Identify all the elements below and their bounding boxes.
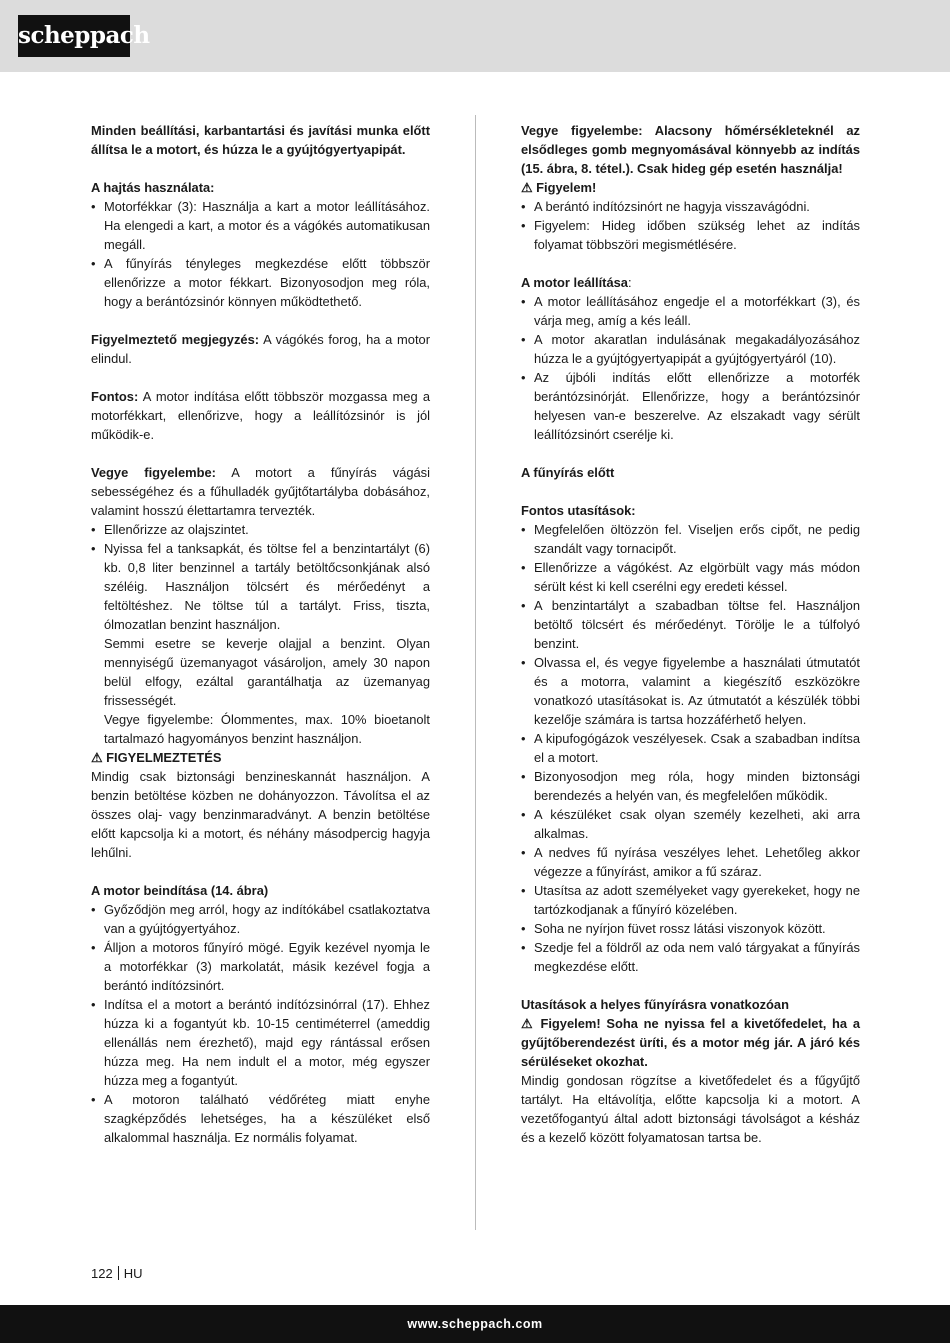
- warning-note-block: [91, 330, 430, 368]
- list-item: • A kipufogógázok veszélyesek. Csak a szabadban indítsa el a motort.: [521, 729, 860, 767]
- before-mowing-title: A fűnyírás előtt: [521, 465, 615, 480]
- stop-section: [521, 273, 860, 444]
- stop-title-colon: :: [627, 275, 632, 290]
- warning-note-text: A vágókés forog, ha a motor elindul.: [91, 332, 430, 366]
- note-continuation: Vegye figyelembe: Ólommentes, max. 10% bioetanolt tartalmazó hagyományos benzint használjon.: [104, 712, 430, 746]
- drive-section: [91, 178, 430, 311]
- important-block: [91, 387, 430, 444]
- instructions-list: [521, 520, 860, 976]
- list-item: • A készüléket csak olyan személy kezelheti, aki arra alkalmas.: [521, 805, 860, 843]
- intro-block: [91, 121, 430, 159]
- list-item: • Soha ne nyírjon füvet rossz látási viszonyok között.: [521, 919, 860, 938]
- list-item: • A motor leállításához engedje el a motorfékkart (3), és várja meg, amíg a kés leáll.: [521, 292, 860, 330]
- page-number-value: 122: [91, 1266, 113, 1281]
- brand-logo: scheppach: [18, 15, 130, 57]
- mowing-warning: ⚠ Figyelem! Soha ne nyissa fel a kivetőfedelet, ha a gyűjtőberendezést üríti, és a motor még jár. A járó kés sérüléseket okozhat.: [521, 1016, 860, 1069]
- note-section: [91, 463, 430, 862]
- list-item: • Álljon a motoros fűnyíró mögé. Egyik kezével nyomja le a motorfékkar (3) markolatát, másik kezével fogja a berántó indítózsinórt.: [91, 938, 430, 995]
- list-item: • Az újbóli indítás előtt ellenőrizze a motorfék berántózsinórját. Ellenőrizze, hogy a berántózsinór helyesen van-e beszerelve. Az elszakadt vagy sérült leállítózsinórt cserélje ki.: [521, 368, 860, 444]
- before-mowing-block: [521, 463, 860, 482]
- cold-start-list: [521, 197, 860, 254]
- mowing-text: Mindig gondosan rögzítse a kivetőfedelet és a fűgyűjtő tartályt. Ha eltávolítja, előtte kapcsolja ki a motort. A vezetőfogantyú által adott biztonsági távolságot a késház és a kezelő között folyamatosan tartsa be.: [521, 1073, 860, 1145]
- instructions-section: [521, 501, 860, 976]
- list-item: • Motorfékkar (3): Használja a kart a motor leállításához. Ha elengedi a kart, a motor és a vágókés automatikusan megáll.: [91, 197, 430, 254]
- list-item: • A fűnyírás tényleges megkezdése előtt többször ellenőrizze a motor fékkart. Bizonyosodjon meg róla, hogy a berántózsinór könnyen működtethető.: [91, 254, 430, 311]
- start-title: A motor beindítása (14. ábra): [91, 883, 269, 898]
- mowing-section: [521, 995, 860, 1147]
- list-item: • A berántó indítózsinórt ne hagyja visszavágódni.: [521, 197, 860, 216]
- list-item: • A motoron található védőréteg miatt enyhe szagképződés lehetséges, ha a készüléket első alkalommal használja. Ez normális folyamat.: [91, 1090, 430, 1147]
- list-item: • Olvassa el, és vegye figyelembe a használati útmutatót és a motorra, valamint a kiegészítő eszközökre vonatkozó utasításokat is. Az útmutatót a készülék többi kezelője számára is tartsa hozzáférhető helyen.: [521, 653, 860, 729]
- attention-label: ⚠ Figyelem!: [521, 180, 597, 195]
- mowing-title: Utasítások a helyes fűnyírásra vonatkozóan: [521, 997, 789, 1012]
- page-footer: [0, 1305, 950, 1343]
- important-label: Fontos:: [91, 389, 139, 404]
- fuel-warning-title: ⚠ FIGYELMEZTETÉS: [91, 750, 222, 765]
- note-label: Vegye figyelembe:: [91, 465, 216, 480]
- important-text: A motor indítása előtt többször mozgassa meg a motorfékkart, ellenőrizve, hogy a leállítózsinór is jól működik-e.: [91, 389, 430, 442]
- intro-text: Minden beállítási, karbantartási és javítási munka előtt állítsa le a motort, és húzza le a gyújtógyertyapipát.: [91, 123, 430, 157]
- list-item: • Győződjön meg arról, hogy az indítókábel csatlakoztatva van a gyújtógyertyához.: [91, 900, 430, 938]
- stop-title: A motor leállítása: [521, 275, 628, 290]
- list-item: • Szedje fel a földről az oda nem való tárgyakat a fűnyírás megkezdése előtt.: [521, 938, 860, 976]
- start-section: [91, 881, 430, 1147]
- list-item: • Ellenőrizze a vágókést. Az elgörbült vagy más módon sérült kést ki kell cserélni egy eredeti késsel.: [521, 558, 860, 596]
- list-item: • Figyelem: Hideg időben szükség lehet az indítás folyamat többszöri megismétlésére.: [521, 216, 860, 254]
- instructions-title: Fontos utasítások:: [521, 503, 636, 518]
- note-list: [91, 520, 430, 634]
- list-item: • Indítsa el a motort a berántó indítózsinórral (17). Ehhez húzza ki a fogantyút kb. 10-15 centiméterrel (ameddig ellenállás nem érezhető), majd egy rántással erősen húzza meg. Ha nem indult el a motor, még egyszer húzza meg a fogantyút.: [91, 995, 430, 1090]
- list-item: • Megfelelően öltözzön fel. Viseljen erős cipőt, ne pedig szandált vagy tornacipőt.: [521, 520, 860, 558]
- list-item: • A motor akaratlan indulásának megakadályozásához húzza le a gyújtógyertyapipát a gyújtógyertyáról (10).: [521, 330, 860, 368]
- cold-start-section: [521, 121, 860, 254]
- column-divider: [475, 115, 476, 1230]
- list-item: • Utasítsa az adott személyeket vagy gyerekeket, hogy ne tartózkodjanak a fűnyíró közelében.: [521, 881, 860, 919]
- drive-title: A hajtás használata:: [91, 180, 215, 195]
- cold-start-text: Vegye figyelembe: Alacsony hőmérsékleteknél az elsődleges gomb megnyomásával könnyebb az indítás (15. ábra, 8. tétel.). Csak hideg gép esetén használja!: [521, 123, 860, 176]
- note-continuation: Semmi esetre se keverje olajjal a benzint. Olyan mennyiségű üzemanyagot vásároljon, amely 30 napon belül elfogy, ezáltal garantálhatja az üzemanyag frissességét.: [104, 636, 430, 708]
- note-text: A motort a fűnyírás vágási sebességéhez és a fűhulladék gyűjtőtartályba dobásához, valamint hosszú élettartamra tervezték.: [91, 465, 430, 518]
- list-item: • Nyissa fel a tanksapkát, és töltse fel a benzintartályt (6) kb. 0,8 liter benzinnel a tartály betöltőcsonkjának alsó széléig. Használjon tölcsért és mérőedényt a feltöltéshez. Ne töltse túl a tartályt. Friss, tiszta, ólmozatlan benzint használjon.: [91, 539, 430, 634]
- drive-list: [91, 197, 430, 311]
- stop-list: [521, 292, 860, 444]
- website-url: www.scheppach.com: [407, 1317, 543, 1331]
- start-list: [91, 900, 430, 1147]
- language-code: HU: [123, 1266, 143, 1281]
- page-number: [91, 1265, 142, 1283]
- right-column: [521, 121, 860, 1166]
- list-item: • Bizonyosodjon meg róla, hogy minden biztonsági berendezés a helyén van, és megfelelően működik.: [521, 767, 860, 805]
- warning-note-label: Figyelmeztető megjegyzés:: [91, 332, 260, 347]
- page-number-separator: [118, 1266, 119, 1280]
- list-item: • A nedves fű nyírása veszélyes lehet. Lehetőleg akkor végezze a fűnyírást, amikor a fű száraz.: [521, 843, 860, 881]
- page-header: [0, 0, 950, 72]
- list-item: • Ellenőrizze az olajszintet.: [91, 520, 430, 539]
- fuel-warning-text: Mindig csak biztonsági benzineskannát használjon. A benzin betöltése közben ne dohányozzon. Távolítsa el az összes olaj- vagy benzinmaradványt. A benzin betöltése előtt kapcsolja ki a motort, és néhány másodpercig hagyja lehűlni.: [91, 769, 430, 860]
- left-column: [91, 121, 430, 1166]
- list-item: • A benzintartályt a szabadban töltse fel. Használjon betöltő tölcsért és mérőedényt. Törölje le a túlfolyó benzint.: [521, 596, 860, 653]
